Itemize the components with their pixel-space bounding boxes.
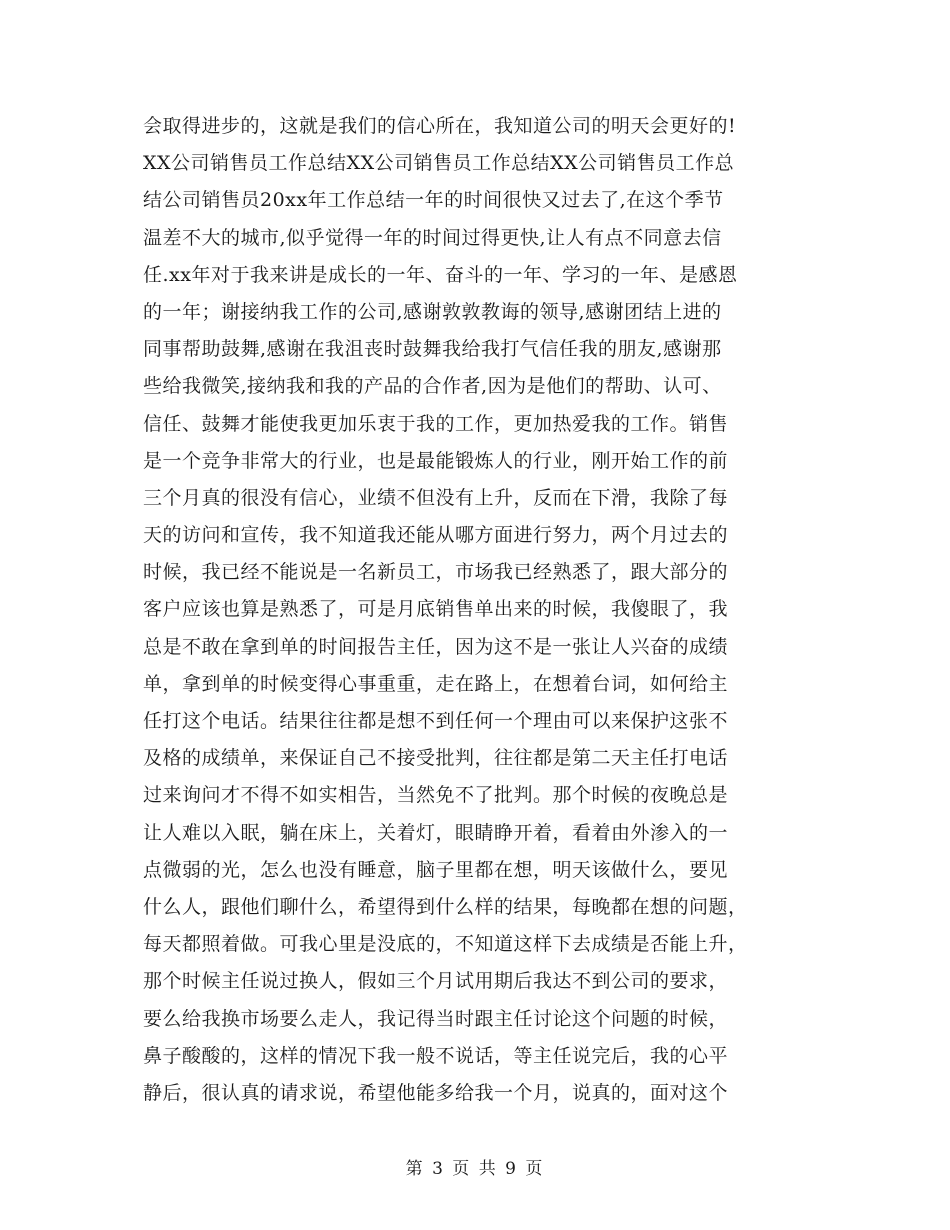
text-line: 会取得进步的，这就是我们的信心所在，我知道公司的明天会更好的! bbox=[143, 115, 737, 137]
text-line: 结公司销售员20xx年工作总结一年的时间很快又过去了,在这个季节 bbox=[143, 189, 724, 212]
text-line: 要么给我换市场要么走人，我记得当时跟主任讨论这个问题的时候， bbox=[143, 1007, 729, 1030]
text-line: 及格的成绩单，来保证自己不接受批判，往往都是第二天主任打电话 bbox=[143, 747, 729, 770]
text-line: 温差不大的城市,似乎觉得一年的时间过得更快,让人有点不同意去信 bbox=[143, 226, 722, 249]
text-line: 同事帮助鼓舞,感谢在我沮丧时鼓舞我给我打气信任我的朋友,感谢那 bbox=[143, 338, 722, 361]
text-line: 信任、鼓舞才能使我更加乐衷于我的工作，更加热爱我的工作。销售 bbox=[143, 412, 729, 435]
text-line: 任.xx年对于我来讲是成长的一年、奋斗的一年、学习的一年、是感恩 bbox=[143, 263, 738, 286]
text-line: 客户应该也算是熟悉了，可是月底销售单出来的时候，我傻眼了，我 bbox=[143, 598, 729, 621]
text-line: 单，拿到单的时候变得心事重重，走在路上，在想着台词，如何给主 bbox=[143, 672, 729, 695]
text-line: 什么人，跟他们聊什么，希望得到什么样的结果，每晚都在想的问题， bbox=[143, 895, 748, 918]
text-line: 点微弱的光，怎么也没有睡意，脑子里都在想，明天该做什么，要见 bbox=[143, 858, 729, 881]
text-line: 每天都照着做。可我心里是没底的，不知道这样下去成绩是否能上升， bbox=[143, 933, 748, 956]
body-text bbox=[143, 108, 823, 1112]
text-line: 三个月真的很没有信心，业绩不但没有上升，反而在下滑，我除了每 bbox=[143, 486, 729, 509]
text-line: 静后，很认真的请求说，希望他能多给我一个月，说真的，面对这个 bbox=[143, 1081, 729, 1104]
page-number-footer: 第 3 页 共 9 页 bbox=[405, 1159, 545, 1179]
text-line: 鼻子酸酸的，这样的情况下我一般不说话，等主任说完后，我的心平 bbox=[143, 1044, 729, 1067]
text-line: 时候，我已经不能说是一名新员工，市场我已经熟悉了，跟大部分的 bbox=[143, 561, 729, 584]
text-line: 过来询问才不得不如实相告，当然免不了批判。那个时候的夜晚总是 bbox=[143, 784, 729, 807]
text-line: XX公司销售员工作总结XX公司销售员工作总结XX公司销售员工作总 bbox=[143, 152, 735, 175]
text-line: 天的访问和宣传，我不知道我还能从哪方面进行努力，两个月过去的 bbox=[143, 524, 729, 547]
text-line: 的一年；谢接纳我工作的公司,感谢敦敦教诲的领导,感谢团结上进的 bbox=[143, 300, 722, 323]
text-line: 任打这个电话。结果往往都是想不到任何一个理由可以来保护这张不 bbox=[143, 710, 729, 732]
text-line: 些给我微笑,接纳我和我的产品的合作者,因为是他们的帮助、认可、 bbox=[143, 375, 722, 398]
text-line: 是一个竞争非常大的行业，也是最能锻炼人的行业，刚开始工作的前 bbox=[143, 449, 729, 472]
text-line: 让人难以入眠，躺在床上，关着灯，眼睛睁开着，看着由外渗入的一 bbox=[143, 821, 729, 844]
text-line: 总是不敢在拿到单的时间报告主任，因为这不是一张让人兴奋的成绩 bbox=[143, 635, 729, 658]
text-line: 那个时候主任说过换人，假如三个月试用期后我达不到公司的要求， bbox=[143, 970, 729, 993]
